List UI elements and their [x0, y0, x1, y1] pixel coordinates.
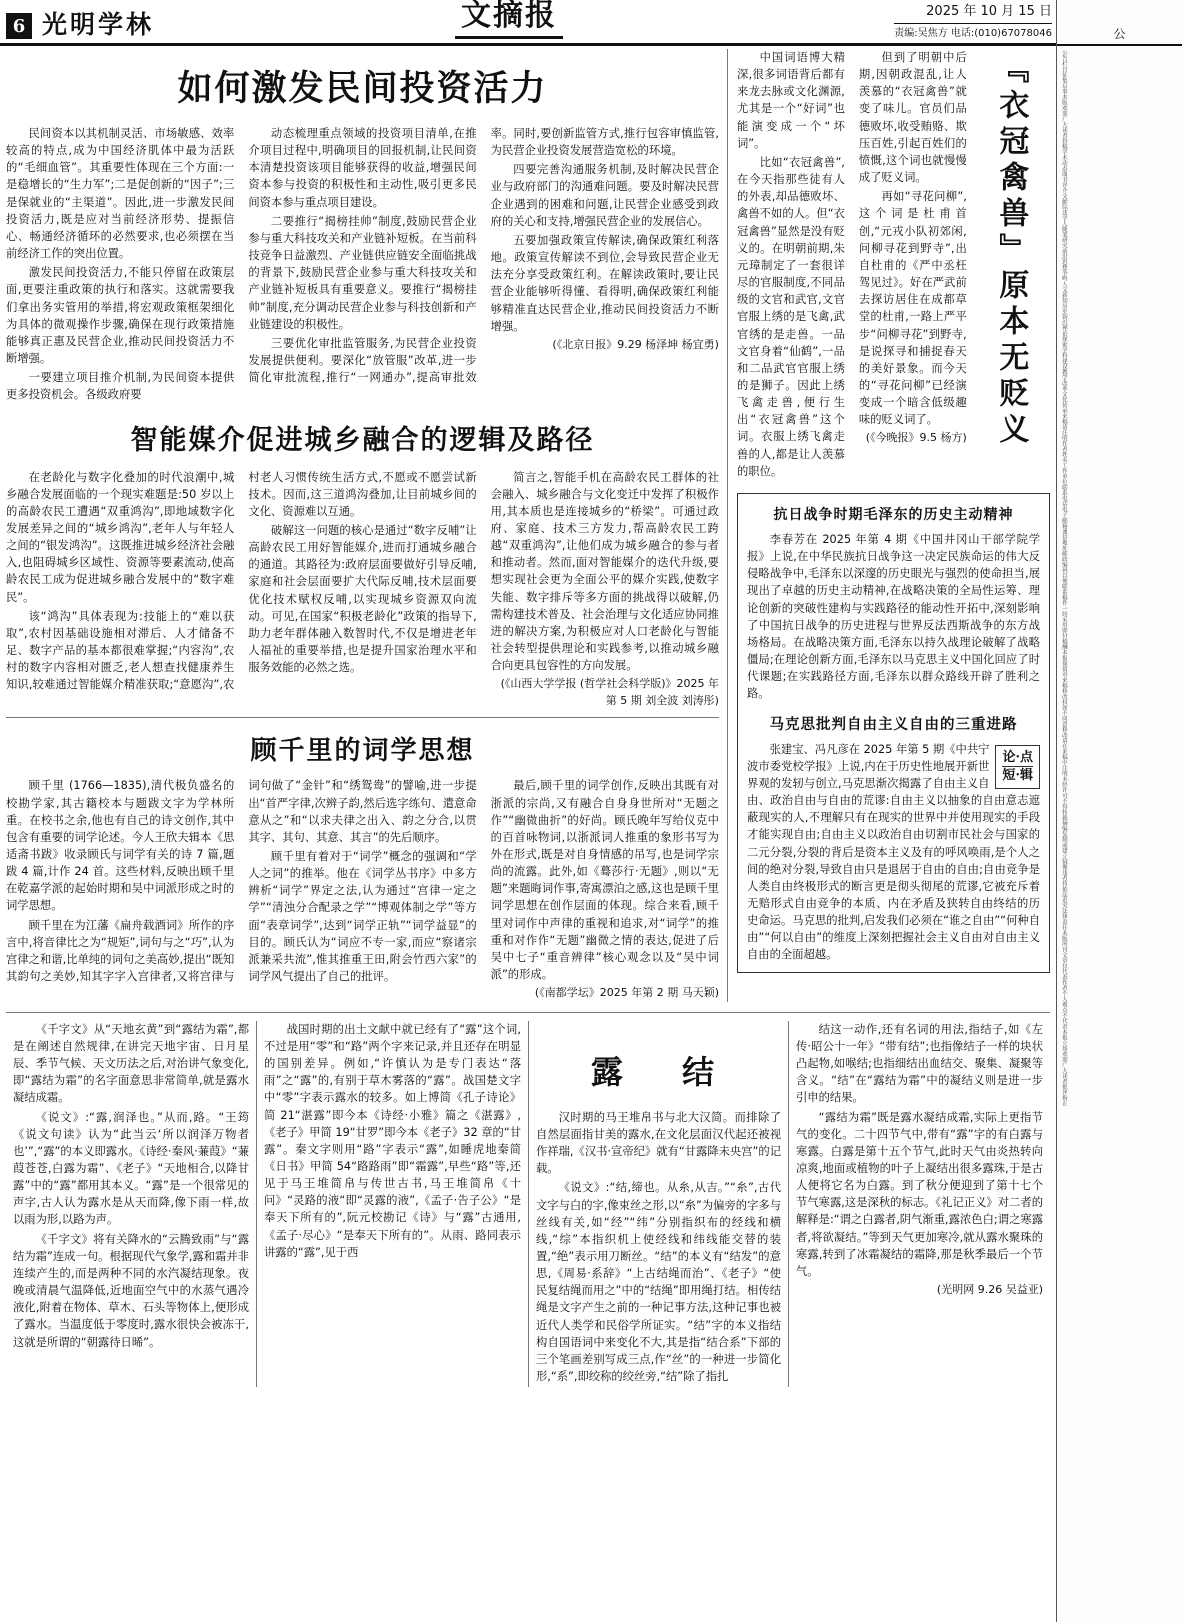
article-3-source: (《南都学坛》2025 年第 2 期 马天颖): [534, 986, 719, 1000]
paragraph: 该“鸿沟”具体表现为:技能上的“难以获取”,农村因基础设施相对滞后、人才储备不足、数字产品的基本都很难掌握;“内容沟”,农村的数字内容相对匮乏,老人想查找健康养生知识,较难通过智能媒介精准获取;“意愿沟”,农村老人习惯传统生活方式,不愿或不愿尝试新技术。因而,这三道鸿沟叠加,让目前城乡间的文化、资源难以互通。: [6, 470, 477, 692]
section-title: 光明学林: [42, 10, 155, 39]
article-5-title: 露 结: [590, 1052, 739, 1091]
article-4-source: (《今晚报》9.5 杨方): [865, 431, 967, 445]
paragraph: 顾千里 (1766—1835),清代极负盛名的校勘学家,其古籍校本与题跋文字为学林所重。在校书之余,他也有自己的诗文创作,其中包含有重要的词学论述。今人王欣夫辑本《思适斋书跋》收录顾氏与词学有关的诗 7 篇,题跋 4 篇,计作 24 首。这些材料,反映出顾千里在乾嘉学派的起始时期和吴中词派形成之时的词学思想。: [6, 779, 235, 913]
paragraph: 激发民间投资活力,不能只停留在政策层面,更要注重政策的执行和落实。这就需要我们拿出务实管用的举措,将宏观政策框架细化为具体的微观操作步骤,确保在现行政策措施能够真正惠及民营企业,推动民间投资活力不断增强。: [6, 266, 235, 366]
left-zone: [6, 49, 728, 1002]
article-5-col-4: [788, 1021, 1050, 1388]
paragraph: 顾千里在为江藩《扁舟载酒词》所作的序言中,将音律比之为“规矩”,词句与之“巧”,认为宫律之和谐,比单纯的词句之美高妙,提出“既知其韵句之美妙,知其字字入宫律者,又将宫律与词句做了“金针”和“绣鸳鸯”的譬喻,进一步提出“首严字律,次辨子韵,然后选字练句、遣意命意从之”和“以求夫律之出入、韵之分合,以贯其字、其句、其意、其言”的先后顺序。: [6, 779, 477, 984]
paragraph: 李春芳在 2025 年第 4 期《中国井冈山干部学院学报》上说,在中华民族抗日战争这一决定民族命运的伟大反侵略战争中,毛泽东以深邃的历史眼光与强烈的使命担当,展现出了卓越的历史主动精神,在战略决策的全局性运筹、理论创新的突破性建构与实践路径的能动性开拓中,深刻影响了中国抗日战争的历史进程与世界反法西斯战争的东方战场格局。在战略决策方面,毛泽东以持久战理论破解了战略僵局;在理论创新方面,毛泽东以马克思主义中国化回应了时代课题;在实践路径方面,毛泽东以群众路线开辟了胜利之路。: [747, 533, 1040, 701]
editor-line: 责编:吴焦方 电话:(010)67078046: [894, 28, 1052, 39]
paragraph: 张建宝、冯凡彦在 2025 年第 5 期《中共宁波市委党校学报》上说,内在于历史性地展开新世界观的发轫与创立,马克思渐次揭露了自由主义自由、政治自由与自由的荒谬:自由主义以抽象的自由意志遮蔽现实的人,不理解只有在现实的世界中并使用现实的手段才能实现自由;自由主义以政治自由切割市民社会与国家的二元分裂,分裂的背后是资本主义及有的呼风唤雨,是个人之间的绝对分裂,导致自由只是退居于自由的自由;自由竞争是人类自由终极形式的断言更是彻头彻尾的荒谬,它被充斥着无赔形式自由竞争的本质、内在矛盾及狭转自由终结的历史命运。马克思的批判,启发我们必须在“谁之自由”“何种自由”“何以自由”的维度上深刻把握社会主义自由对自由主义自由的全面超越。: [747, 742, 1040, 962]
paragraph: 二要推行“揭榜挂帅”制度,鼓励民营企业参与重大科技攻关和产业链补短板。在当前科技竞争日益激烈、产业链供应链安全面临挑战的背景下,鼓励民营企业参与重大科技攻关和产业链补短板具有重要意义。要推行“揭榜挂帅”制度,充分调动民营企业参与科技创新和产业链建设的积极性。: [248, 214, 477, 331]
paragraph: 在老龄化与数字化叠加的时代浪潮中,城乡融合发展面临的一个现实难题是:50 岁以上的高龄农民工遭遇“双重鸿沟”,即地域数字化发展差异之间的“城乡鸿沟”,老年人与年轻人之间的“银发鸿沟”。这既推进城乡经济社会融入,也阻碍城乡区域性、资源等要素流动,使高龄农民工成为促进城乡融合发展中的“数字难民”。: [6, 470, 235, 604]
article-2-source: (《山西大学学报 (哲学社会科学版)》2025 年第 5 期 刘全波 刘涛彤): [500, 677, 719, 707]
article-5-col-2: [256, 1021, 528, 1388]
paragraph: 中国词语博大精深,很多词语背后都有来龙去脉或文化渊源,尤其是一个“好词”也能演变成一个“坏词”。: [737, 51, 845, 150]
paragraph: 《千字文》将有关降水的“云腾致雨”与“露结为霜”连成一句。根据现代气象学,露和霜并非连续产生的,而是两种不同的水汽凝结现象。夜晚或清晨气温降低,近地面空气中的水蒸气遇冷液化,附着在物体、草木、石头等物体上,便形成了露水。当温度低于零度时,露水很快会被冻干,这就是所谓的“朝露待日晞”。: [13, 1232, 249, 1349]
paragraph: 再如“寻花问柳”,这个词是杜甫首创,“元戎小队初郊闲,问柳寻花到野寺”,出自杜甫的《严中丞枉驾见过》。好在严武前去探访居住在成都草堂的杜甫,一路上严平步“问柳寻花”到野寺,是说探寻和捕捉春天的美好景象。而今天的“寻花问柳”已经演变成一个暗含低级趣味的贬义词了。: [858, 190, 967, 427]
stamp-line-2: 短·辑: [1002, 768, 1033, 784]
paragraph: 五要加强政策宣传解读,确保政策红利落地。政策宣传解读不到位,会导致民营企业无法充分享受政策红利。在解读政策时,要让民营企业能够听得懂、看得明,确保政策红利能够精准直达民营企业,推动民间投资活力不断增强。: [490, 233, 719, 333]
article-1-source: (《北京日报》9.29 杨泽坤 杨宜勇): [552, 337, 719, 351]
article-4: [737, 49, 1050, 483]
paragraph: 《千字文》从“天地玄黄”到“露结为霜”,都是在阐述自然规律,在讲完天地宇宙、日月星辰、季节气候、天文历法之后,对治讲气象变化,即“露结为霜”的名字面意思非常简单,就是露水凝结成霜。: [13, 1022, 249, 1105]
article-5: [6, 1012, 1050, 1388]
paragraph: 动态梳理重点领域的投资项目清单,在推介项目过程中,明确项目的回报机制,让民间资本清楚投资该项目能够获得的收益,增强民间资本参与投资的积极性和主动性,吸引更多民间资本参与重点项目建设。: [248, 127, 477, 209]
paragraph: 三要优化审批监管服务,为民营企业投资发展提供便利。要深化“放管服”改革,进一步简化审批流程,推行“一网通办”,提高审批效率。同时,要创新监管方式,推行包容审慎监管,为民营企业投资发展营造宽松的环境。: [248, 127, 719, 385]
page-number: 6: [6, 13, 32, 39]
section-stamp: [995, 745, 1040, 789]
paragraph: 一要建立项目推介机制,为民间资本提供更多投资机会。各级政府要: [6, 371, 235, 402]
article-1-title: 如何激发民间投资活力: [177, 68, 548, 109]
paragraph: 顾千里有着对于“词学”概念的强调和“学人之词”的推举。他在《词学丛书序》中多方辨析“词学”界定之法,认为通过“宫律一定之学”“清浊分合配录之学”“博观体制之学”等方面“表章词学”,达到“词学正轨”“词学益显”的目的。顾氏认为“词应不专一家,而应“察诸宗派兼采共流”,惟其推重王田,附会竹西六家”的词学风气提出了自己的批评。: [248, 850, 477, 984]
boxed-briefs: [737, 493, 1050, 973]
top-zone: [6, 49, 1050, 1002]
paragraph: “露结为霜”既是露水凝结成霜,实际上更指节气的变化。二十四节气中,带有“露”字的有白露与寒露。白露是第十五个节气,此时天气由炎热转向凉爽,地面或植物的叶子上凝结出很多露珠,于是古人便将它名为白露。到了秋分便迎到了第十七个节气寒露,这是深秋的标志。《礼记正义》对二者的解释是:“谓之白露者,阴气渐重,露浓色白;谓之寒露者,将欲凝结。”等到天气更加寒冷,就从露水聚珠的寒露,转到了冰霜凝结的霜降,那是秋季最后一个节气。: [796, 1110, 1043, 1278]
article-4-title: 『衣冠禽兽』原本无贬义: [993, 53, 1029, 449]
paragraph: 结这一动作,还有名词的用法,指结子,如《左传·昭公十一年》“带有结”;也指像结子一样的块状凸起物,如喉结;也指细结出血结交、聚集、凝聚等含义。“结”在“露结为霜”中的凝结义则是进一步引申的结果。: [796, 1022, 1043, 1105]
article-3-title: 顾千里的词学思想: [250, 736, 475, 767]
paragraph: 简言之,智能手机在高龄农民工群体的社会融入、城乡融合与文化变迁中发挥了积极作用,其本质也是连接城乡的“桥梁”。可通过政府、家庭、技术三方发力,帮高龄农民工跨越“双重鸿沟”,让他们成为城乡融合的参与者和推动者。然而,面对智能媒介的迭代升级,要想实现社会更为全面公平的媒介实践,使数字失能、数字排斥等多方面的挑战得以破解,仍需构建技术普及、社会治理与文化适应协同推进的解决方案,为积极应对人口老龄化与智能社会转型提供理论和实践参考,以推动城乡融合向更具包容性的方向发展。: [490, 470, 719, 673]
boxed-brief-2-title: 马克思批判自由主义自由的三重进路: [769, 715, 1018, 733]
paragraph: 战国时期的出土文献中就已经有了“露”这个词,不过是用“零”和“路”两个字来记录,并且还存在明显的国别差异。例如,“许慎认为是专门表达“落雨”之“露”的,有别于草木雾落的“露”。战国楚文字中“零”字表示露水的较多。如上博简《孔子诗论》简 21“湛露”即今本《诗经·小雅》篇之《湛露》,《老子》甲简 19“甘罗”即今本《老子》32 章的“甘露”。秦文字则用“路”字表示“露”,如睡虎地秦简《日书》甲简 54“路路雨”即“霜露”,早些“路”等,还见于马王堆简帛与传世古书,马王堆简帛《十问》“灵路的液“即“灵露的液”,《孟子·告子公》“是奉天下所有的”,阮元校勘记《诗》与“露”古通用,《孟子·尽心》“是奉天下所有的”。从雨、路同表示讲露的“露”,见于西: [264, 1022, 521, 1259]
paragraph: 但到了明朝中后期,因朝政混乱,让人羡慕的“衣冠禽兽”就变了味儿。官员们品德败坏,收受贿赂、欺压百姓,引起百姓们的愤慨,这个词也就慢慢成了贬义词。: [858, 51, 967, 185]
stamp-line-1: 论·点: [1002, 749, 1033, 765]
edge-column: [1056, 0, 1182, 1622]
edge-column-text: 公告栏目征集启事本版欢迎广大读者投稿学术动态图书评介文献综述学人随笔研究前沿思想争鸣人文新知历史钩沉理论探索学科建设教学改革文化传承来稿请注明作者姓名工作单位联系电话电子邮箱通信地址邮政编码以便联系稿件一经采用即付稿酬本报保留对来稿修改权如不同意修改请在来稿中注明未经许可不得转载摘编复制或建立镜像违者将依法追究法律责任本版所刊文章仅代表作者个人观点不代表本报立场欢迎广大读者批评指正: [1060, 50, 1067, 1106]
paragraph: 四要完善沟通服务机制,及时解决民营企业与政府部门的沟通难问题。要及时解决民营企业遇到的困难和问题,让民营企业感受到政府的关心和支持,增强民营企业的发展信心。: [490, 163, 719, 228]
paragraph: 《说文》:“露,润泽也。”从而,路。“王筠《说文句读》认为“此当云‘所以润泽万物者也’”,“露”的本义即露水。《诗经·秦风·蒹葭》“蒹葭苍苍,白露为霜”、《老子》“天地相合,以降甘露”中的“露”都用其本义。“露”是一个很常见的声字,古人认为露水是从天而降,像下雨一样,故以雨为形,以路为声。: [13, 1110, 249, 1227]
right-zone: [728, 49, 1050, 1002]
paragraph: 民间资本以其机制灵活、市场敏感、效率较高的特点,成为中国经济肌体中最为活跃的“毛细血管”。其重要性体现在三个方面:一是稳增长的“生力军”;二是促创新的“因子”;三是保就业的“主渠道”。因此,进一步激发民间投资活力,既是应对当前经济形势、提振信心、畅通经济循环的必然要求,也必须摆在当前经济工作的突出位置。: [6, 127, 235, 261]
article-5-col-3: [528, 1021, 788, 1388]
article-4-body: [737, 49, 967, 483]
main-content: [0, 49, 1056, 1622]
article-5-col-1: [6, 1021, 256, 1388]
paragraph: 破解这一问题的核心是通过“数字反哺”让高龄农民工用好智能媒介,进而打通城乡融合的通道。其路径为:政府层面要做好引导反哺,家庭和社会层面要扩大代际反哺,技术层面要优化技术赋权反哺,以实现城乡资源双向流动。可见,在国家“积极老龄化”政策的指导下,助力老年群体融入数智时代,不仅是增进老年人福祉的重要举措,也是提升国家治理水平和服务效能的必然之选。: [248, 523, 477, 675]
boxed-brief-1-title: 抗日战争时期毛泽东的历史主动精神: [773, 507, 1014, 523]
paragraph: 《说文》:“结,缔也。从糸,从吉。”“糸”,古代文字与白的字,像束丝之形,以“糸”为偏旁的字多与丝线有关,如“经”“纬”分别指织布的经线和横线,“综”本指织机上使经线和纬线能交替的装置,“绝”表示用刀断丝。“结”的本义有“结发”的意思,《周易·系辞》“上古结绳而治”、《老子》“使民复结绳而用之”中的“结绳”即用绳打结。相传结绳是文字产生之前的一种记事方法,这种记事也被近代人类学和民俗学所证实。“结”字的本义指结构自国语词中来变化不大,其是指“结合系”下部的三个笔画差别写成三点,作“丝”的一种进一步简化形,“系”,即绞称的绞丝旁,“结”除了指扎: [536, 1181, 781, 1384]
paragraph: 汉时期的马王堆帛书与北大汉简。而排除了自然层面指甘美的露水,在文化层面汉代起还被视作祥瑞,《汉书·宣帝纪》就有“甘露降未央宫”的记载。: [536, 1110, 781, 1176]
article-2-body: [6, 469, 719, 710]
paragraph: 最后,顾千里的词学创作,反映出其既有对浙派的宗尚,又有融合自身身世所对“无题之作”“幽微曲折”的好尚。顾氏晚年写给仪克中的百首咏物词,以浙派词人推重的象形书写为外在形式,既是对自身情感的吊写,也是词学宗尚的流露。此外,如《蓦莎行·无题》,则以“无题”来题晦词作事,寄寓漂泊之感,这也是顾千里词学思想在创作层面的体现。综合来看,顾千里对词作中声律的重视和追求,对“词学”的推重和对作作“无题”幽微之情的表达,促进了后吴中七子“重音辨律”核心观念以及“吴中词派”的形成。: [490, 779, 719, 982]
article-5-source: (光明网 9.26 吴益亚): [936, 1283, 1043, 1297]
paragraph: 比如“衣冠禽兽”,在今天指那些徒有人的外表,却品德败坏、禽兽不如的人。但“衣冠禽兽”显然是没有贬义的。在明朝前期,朱元璋制定了一套很详尽的官服制度,不同品级的文官和武官,文官官服上绣的是飞禽,武官绣的是走兽。一品文官身着“仙鹤”,一品和二品武官官服上绣的是狮子。因此上绣飞禽走兽,便行生出“衣冠禽兽”这个词。衣服上绣飞禽走兽的人,都是让人羡慕的职位。: [737, 155, 845, 478]
publication-date: 2025 年 10 月 15 日: [894, 2, 1052, 25]
paper-name: 文摘报: [455, 0, 563, 39]
article-2-title: 智能媒介促进城乡融合的逻辑及路径: [130, 424, 595, 456]
masthead: [0, 0, 1182, 46]
masthead-right: [894, 2, 1052, 42]
article-1-body: [6, 125, 719, 404]
divider: [6, 717, 719, 718]
article-3-body: [6, 777, 719, 1001]
edge-column-label: 公: [1057, 0, 1182, 46]
article-4-title-wrap: [967, 49, 1050, 483]
